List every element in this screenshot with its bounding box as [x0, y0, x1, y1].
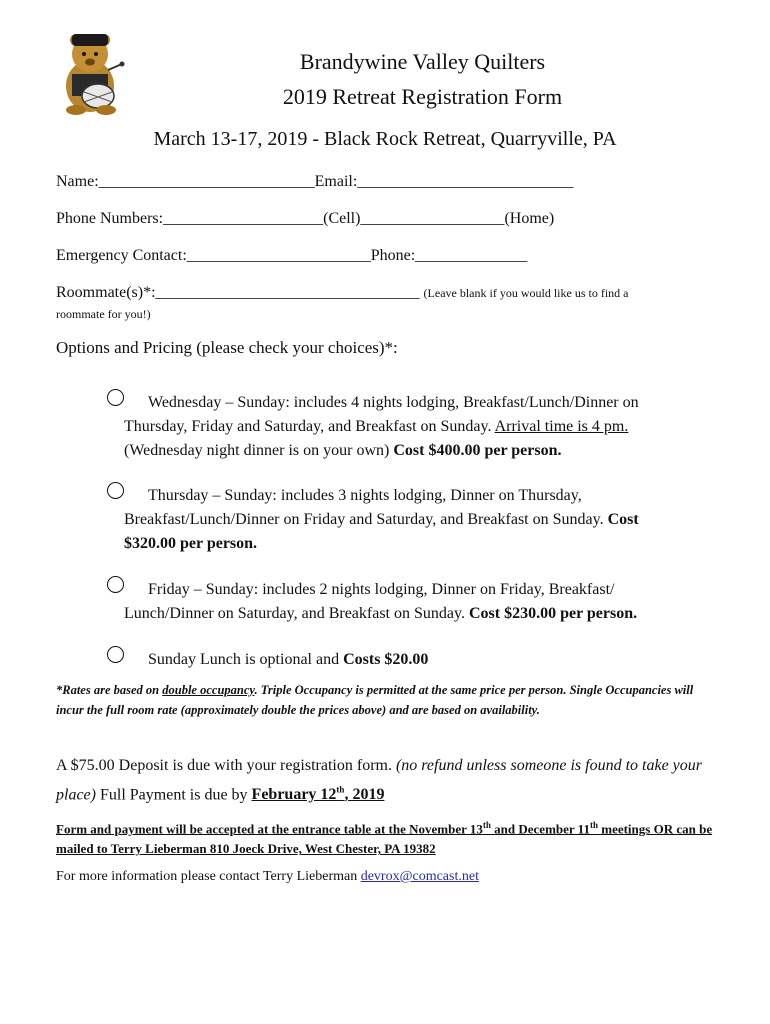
rates-note-occupancy: double occupancy — [162, 683, 255, 697]
rates-note-c: . Triple Occupancy is permitted at the same price per person. Single Occupancies will incur the full room rate (approximately double the prices above) and are based on availability. — [56, 683, 694, 717]
option-sunday-lunch-text: Sunday Lunch is optional and — [148, 651, 344, 668]
option-sunday-lunch — [124, 648, 704, 672]
option-wednesday-line3: (Wednesday night dinner is on your own) — [124, 442, 394, 459]
phone-row — [56, 210, 554, 228]
deposit-amount: A $75.00 Deposit is due with your registration form. — [56, 757, 396, 774]
deposit-refund-note: (no refund unless someone is found to take your place) — [56, 757, 702, 804]
option-thursday-radio[interactable] — [107, 482, 124, 499]
roommate-field[interactable]: Roommate(s)*:_________________________________ — [56, 284, 420, 301]
roommate-row — [56, 284, 629, 302]
contact-info — [56, 869, 479, 885]
meetings-b: and December 11 — [490, 821, 590, 837]
full-payment-label: Full Payment is due by — [95, 786, 252, 804]
phone-field[interactable]: Phone Numbers:____________________ — [56, 210, 324, 227]
rates-note-a: *Rates are based on — [56, 683, 163, 697]
retreat-dates: March 13-17, 2019 - Black Rock Retreat, Quarryville, PA — [153, 128, 617, 150]
form-title-line1: Brandywine Valley Quilters — [299, 49, 546, 74]
meetings-c: meetings OR can be mailed to Terry Lieberman 810 Joeck Drive, West Chester, PA 19382 — [56, 821, 713, 857]
option-wednesday-line1: Wednesday – Sunday: includes 4 nights lodging, Breakfast/Lunch/Dinner on — [148, 394, 639, 411]
options-heading: Options and Pricing (please check your choices)*: — [56, 338, 398, 357]
option-wednesday-radio[interactable] — [107, 389, 124, 406]
option-wednesday-line2: Thursday, Friday and Saturday, and Breakfast on Sunday. — [124, 418, 495, 435]
form-title-line2: 2019 Retreat Registration Form — [282, 84, 563, 109]
option-friday-line1: Friday – Sunday: includes 2 nights lodging, Dinner on Friday, Breakfast/ — [148, 581, 615, 598]
name-field[interactable]: Name:___________________________ — [56, 173, 315, 190]
option-thursday-cost-label: Cost — [607, 511, 639, 528]
meetings-info — [56, 815, 716, 859]
option-sunday-lunch-radio[interactable] — [107, 646, 124, 663]
deposit-info — [56, 754, 726, 807]
arrival-time: Arrival time is 4 pm. — [494, 418, 629, 435]
option-friday — [124, 578, 704, 626]
option-friday-radio[interactable] — [107, 576, 124, 593]
meetings-a-sup: th — [482, 820, 491, 830]
option-wednesday-cost: Cost $400.00 per person. — [393, 442, 562, 459]
due-date-sup: th — [336, 785, 345, 795]
roommate-note-cont: roommate for you!) — [56, 307, 151, 321]
option-thursday-line2: Breakfast/Lunch/Dinner on Friday and Saturday, and Breakfast on Sunday. — [124, 511, 608, 528]
name-email-row — [56, 173, 573, 191]
meetings-b-sup: th — [589, 820, 598, 830]
contact-text: For more information please contact Terry Lieberman — [56, 869, 361, 884]
option-friday-cost: Cost $230.00 per person. — [468, 605, 638, 622]
option-thursday-line1: Thursday – Sunday: includes 3 nights lodging, Dinner on Thursday, — [148, 487, 582, 504]
emergency-phone-field[interactable]: Phone:______________ — [370, 247, 528, 264]
rates-note — [56, 680, 716, 720]
option-thursday — [124, 484, 704, 556]
contact-email-link[interactable]: devrox@comcast.net — [360, 869, 479, 884]
due-date-month: February 12 — [251, 786, 337, 804]
option-thursday-cost: $320.00 per person. — [124, 535, 258, 552]
cell-field[interactable]: (Cell)__________________ — [323, 210, 505, 227]
due-date-year: , 2019 — [344, 786, 385, 804]
payment-due-date — [252, 786, 385, 803]
emergency-contact-field[interactable]: Emergency Contact:_______________________ — [56, 247, 371, 264]
option-wednesday — [124, 391, 704, 463]
option-friday-line2: Lunch/Dinner on Saturday, and Breakfast on Sunday. — [124, 605, 469, 622]
meetings-a: Form and payment will be accepted at the entrance table at the November 13 — [56, 821, 483, 837]
home-label: (Home) — [504, 210, 555, 227]
roommate-note: (Leave blank if you would like us to find a — [423, 286, 629, 300]
email-field[interactable]: Email:___________________________ — [314, 173, 574, 190]
emergency-row — [56, 247, 527, 265]
option-sunday-lunch-cost: Costs $20.00 — [343, 651, 429, 668]
